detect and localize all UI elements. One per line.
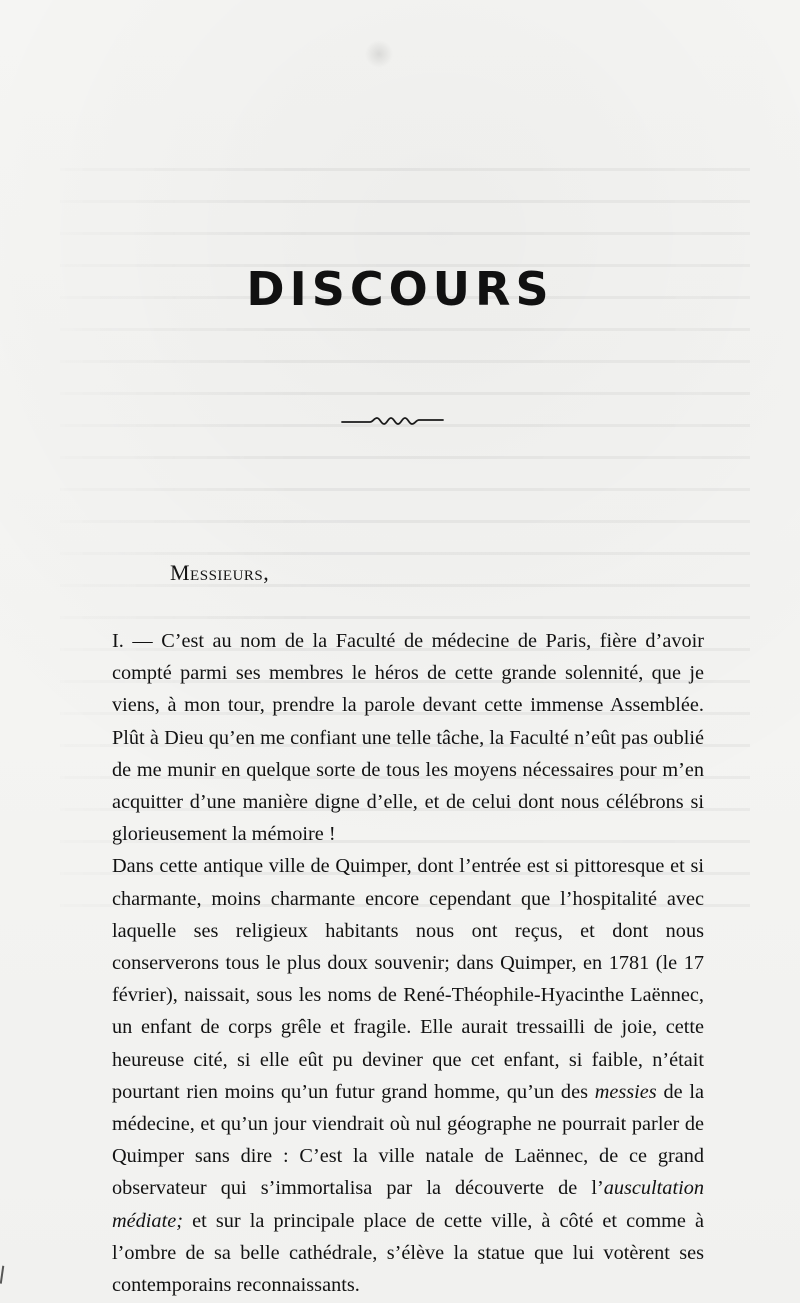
paragraph-2-text-part-2: de la médecine, et qu’un jour viendrait où nul géographe ne pourrait parler de Quimper sans dire : C’est la ville natale de Laënnec, de ce grand observateur qui s’immortalisa par la découverte de l’ [112,1080,705,1200]
body-text [112,625,704,1301]
paragraph-2 [112,850,704,1301]
paragraph-2-text-part-1: Dans cette antique ville de Quimper, dont l’entrée est si pittoresque et si charmante, moins charmante encore cependant que l’hospitalité avec laquelle ses religieux habitants nous ont reçus, et dont nous conserverons tous le plus doux souvenir; dans Quimper, en 1781 (le 17 février), naissait, sous les noms de René-Théophile-Hyacinthe Laënnec, un enfant de corps grêle et fragile. Elle aurait tressailli de joie, cette heureuse cité, si elle eût pu deviner que cet enfant, si faible, n’était pourtant rien moins qu’un futur grand homme, qu’un des [112,855,704,1103]
salutation: Messieurs, [170,560,270,585]
paragraph-1: I. — C’est au nom de la Faculté de médecine de Paris, fière d’avoir compté parmi ses membres le héros de cette grande solennité, que je viens, à mon tour, prendre la parole devant cette immense Assemblée. Plût à Dieu qu’en me confiant une telle tâche, la Faculté n’eût pas oublié de me munir en quelque sorte de tous les moyens nécessaires pour m’en acquitter d’une manière digne d’elle, et de celui dont nous célébrons si glorieusement la mémoire ! [112,630,704,846]
paragraph-2-text-part-3: et sur la principale place de cette ville, à côté et comme à l’ombre de sa belle cathédrale, s’élève la statue que lui votèrent ses contemporains reconnaissants. [112,1209,704,1297]
ornamental-divider [340,412,445,430]
stray-ink-mark [0,1266,8,1285]
page-title: DISCOURS [246,262,554,316]
paragraph-2-italic-1: messies [594,1080,657,1103]
top-smudge [365,40,393,68]
paragraph-2-italic-2: auscultation médiate; [112,1177,704,1232]
